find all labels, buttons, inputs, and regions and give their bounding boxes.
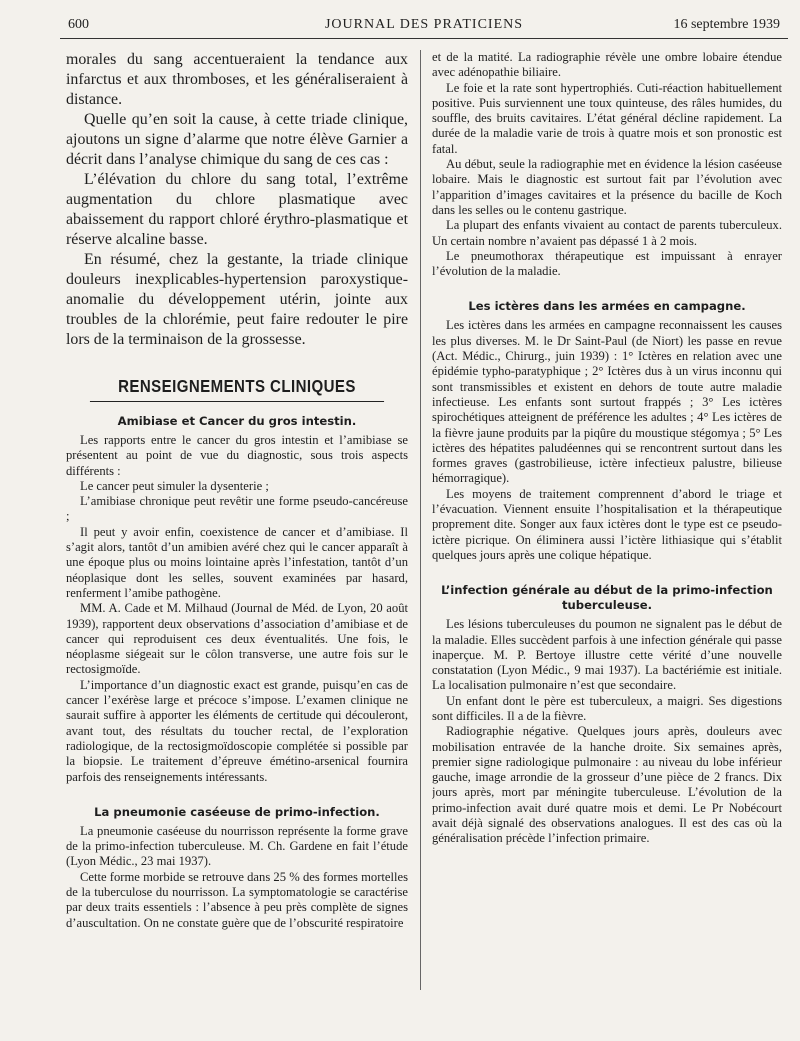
paragraph: MM. A. Cade et M. Milhaud (Journal de Méd. de Lyon, 20 août 1939), rapportent deux observations d’association d’amibiase et de cancer qui reproduisent ces deux éventualités. Une fois, le néoplasme siégeait sur le côlon transverse, une autre fois sur le rectosigmoïde. bbox=[66, 601, 408, 677]
article-title: Les ictères dans les armées en campagne. bbox=[468, 299, 746, 314]
paragraph: Un enfant dont le père est tuberculeux, a maigri. Ses digestions sont difficiles. Il a de la fièvre. bbox=[432, 693, 782, 723]
section-heading: RENSEIGNEMENTS CLINIQUES bbox=[90, 376, 384, 402]
paragraph: Le foie et la rate sont hypertrophiés. Cuti-réaction habituellement positive. Puis surviennent une toux quinteuse, des râles humides, du souffle, des bruits cavitaires. L’état général décline rapidement. La durée de la maladie varie de trois à quatre mois et son pronostic est fatal. bbox=[432, 80, 782, 156]
intro-text bbox=[66, 50, 408, 350]
article-body bbox=[66, 824, 408, 931]
paragraph: Radiographie négative. Quelques jours après, douleurs avec mobilisation entravée de la hanche droite. Six semaines après, premier signe radiologique pulmonaire : au niveau du lobe inférieur gauche, image arrondie de la grosseur d’une pièce de 2 francs. Dix jours après, mort par méningite tuberculeuse. L’évolution de la primo-infection avait duré quatre mois et demi. Le Pr Nobécourt avait déjà signalé des observations analogues. Il est des cas où la généralisation précède l’infection primaire. bbox=[432, 724, 782, 846]
article-body bbox=[432, 617, 782, 846]
paragraph: L’importance d’un diagnostic exact est grande, puisqu’en cas de cancer l’exérèse large et précoce s’impose. L’examen clinique ne saurait suffire à apporter les éléments de certitude qui découleront, avant tout, des résultats du toucher rectal, de l’exploration radiologique, de la rectosigmoïdoscopie complétée si possible par la biopsie. Le traitement d’épreuve émétino-arsenical fournira parfois des renseignements intéressants. bbox=[66, 677, 408, 784]
paragraph: La plupart des enfants vivaient au contact de parents tuberculeux. Un certain nombre n’avaient pas dépassé 1 à 2 mois. bbox=[432, 218, 782, 248]
paragraph: Les lésions tuberculeuses du poumon ne signalent pas le début de la maladie. Elles succèdent parfois à une infection générale qui passe inaperçue. M. P. Bertoye illustre cette vérité d’une nouvelle constatation (Lyon Médic., 9 mai 1937). La bactériémie est initiale. La localisation pulmonaire n’est que secondaire. bbox=[432, 617, 782, 693]
paragraph: Le pneumothorax thérapeutique est impuissant à enrayer l’évolution de la maladie. bbox=[432, 248, 782, 279]
paragraph: La pneumonie caséeuse du nourrisson représente la forme grave de la primo-infection tuberculeuse. M. Ch. Gardene en fait l’étude (Lyon Médic., 23 mai 1937). bbox=[66, 823, 408, 869]
paragraph: Le cancer peut simuler la dysenterie ; bbox=[80, 478, 269, 493]
page-header bbox=[60, 14, 788, 39]
paragraph: morales du sang accentueraient la tendance aux infarctus et aux thromboses, et les généraliseraient à distance. bbox=[66, 51, 408, 108]
left-column bbox=[66, 50, 408, 1001]
issue-date: 16 septembre 1939 bbox=[673, 17, 780, 32]
article-body bbox=[66, 433, 408, 785]
article-title: L’infection générale au début de la primo-infection tuberculeuse. bbox=[441, 583, 773, 613]
paragraph: Les ictères dans les armées en campagne reconnaissent les causes les plus diverses. M. le Dr Saint-Paul (de Niort) les passe en revue (Act. Médic., Chirurg., juin 1939) : 1° Ictères en relation avec une épidémie typho-paratyphique ; 2° Ictères dus à un virus inconnu qui sont transmissibles et existent en dehors de toute autre maladie infectieuse. Les enfants sont surtout frappés ; 3° Les ictères spirochétiques atteignent de préférence les adultes ; 4° Les ictères de la fièvre jaune produits par la piqûre du moustique stégomya ; 5° Les ictères des hépatites paludéennes qui se rencontrent surtout dans les formes graves (gastrobilieuse, ictère infectieux palustre, bilieuse hémorragique). bbox=[432, 318, 782, 486]
article-title: Amibiase et Cancer du gros intestin. bbox=[117, 414, 357, 428]
paragraph: En résumé, chez la gestante, la triade clinique douleurs inexplicables-hypertension paroxystique-anomalie du développement utérin, jointe aux troubles de la chlorémie, peut faire redouter le pire lors de la terminaison de la grossesse. bbox=[66, 251, 408, 348]
paragraph: Les moyens de traitement comprennent d’abord le triage et l’évacuation. Viennent ensuite l’hospitalisation et la thérapeutique proprement dite. Songer aux faux ictères dont le type est ce pseudo-ictère picrique. On éliminera aussi l’ictère lithiasique qui s’établit quelques jours après une colique hépatique. bbox=[432, 486, 782, 562]
column-divider bbox=[420, 50, 421, 990]
journal-title: JOURNAL DES PRATICIENS bbox=[324, 17, 524, 32]
paragraph: Au début, seule la radiographie met en évidence la lésion caséeuse lobaire. Mais le diagnostic est surtout fait par l’évolution avec l’apparition d’images cavitaires et la présence du bacille de Koch dans les selles ou le contenu gastrique. bbox=[432, 157, 782, 217]
paragraph: L’amibiase chronique peut revêtir une forme pseudo-cancéreuse ; bbox=[66, 494, 408, 524]
paragraph: Il peut y avoir enfin, coexistence de cancer et d’amibiase. Il s’agit alors, tantôt d’un amibien avéré chez qui le cancer apparaît à une époque plus ou moins lointaine après l’infestation, tantôt d’un néoplasique dont les selles, souvent examinées par hasard, renferment l’amibe pathogène. bbox=[66, 524, 408, 600]
paragraph: et de la matité. La radiographie révèle une ombre lobaire étendue avec adénopathie biliaire. bbox=[432, 50, 782, 80]
paragraph: Cette forme morbide se retrouve dans 25 % des formes mortelles de la tuberculose du nourrisson. La symptomatologie se caractérise par deux traits essentiels : l’absence à peu près complète de signes d’auscultation. On ne constate guère que de l’obscurité respiratoire bbox=[66, 869, 408, 930]
article-title: La pneumonie caséeuse de primo-infection. bbox=[94, 804, 380, 819]
page-number: 600 bbox=[68, 17, 89, 32]
right-column bbox=[432, 50, 782, 1001]
paragraph: Les rapports entre le cancer du gros intestin et l’amibiase se présentent au point de vue du diagnostic, sous trois aspects différents : bbox=[66, 433, 408, 478]
continuation-text bbox=[432, 50, 782, 279]
paragraph: Quelle qu’en soit la cause, à cette triade clinique, ajoutons un signe d’alarme que notre élève Garnier a décrit dans l’analyse chimique du sang de ces cas : bbox=[66, 111, 408, 168]
paragraph: L’élévation du chlore du sang total, l’extrême augmentation du chlore plasmatique avec abaissement du rapport chloré érythro-plasmatique et réserve alcaline basse. bbox=[66, 171, 408, 248]
article-body bbox=[432, 318, 782, 563]
